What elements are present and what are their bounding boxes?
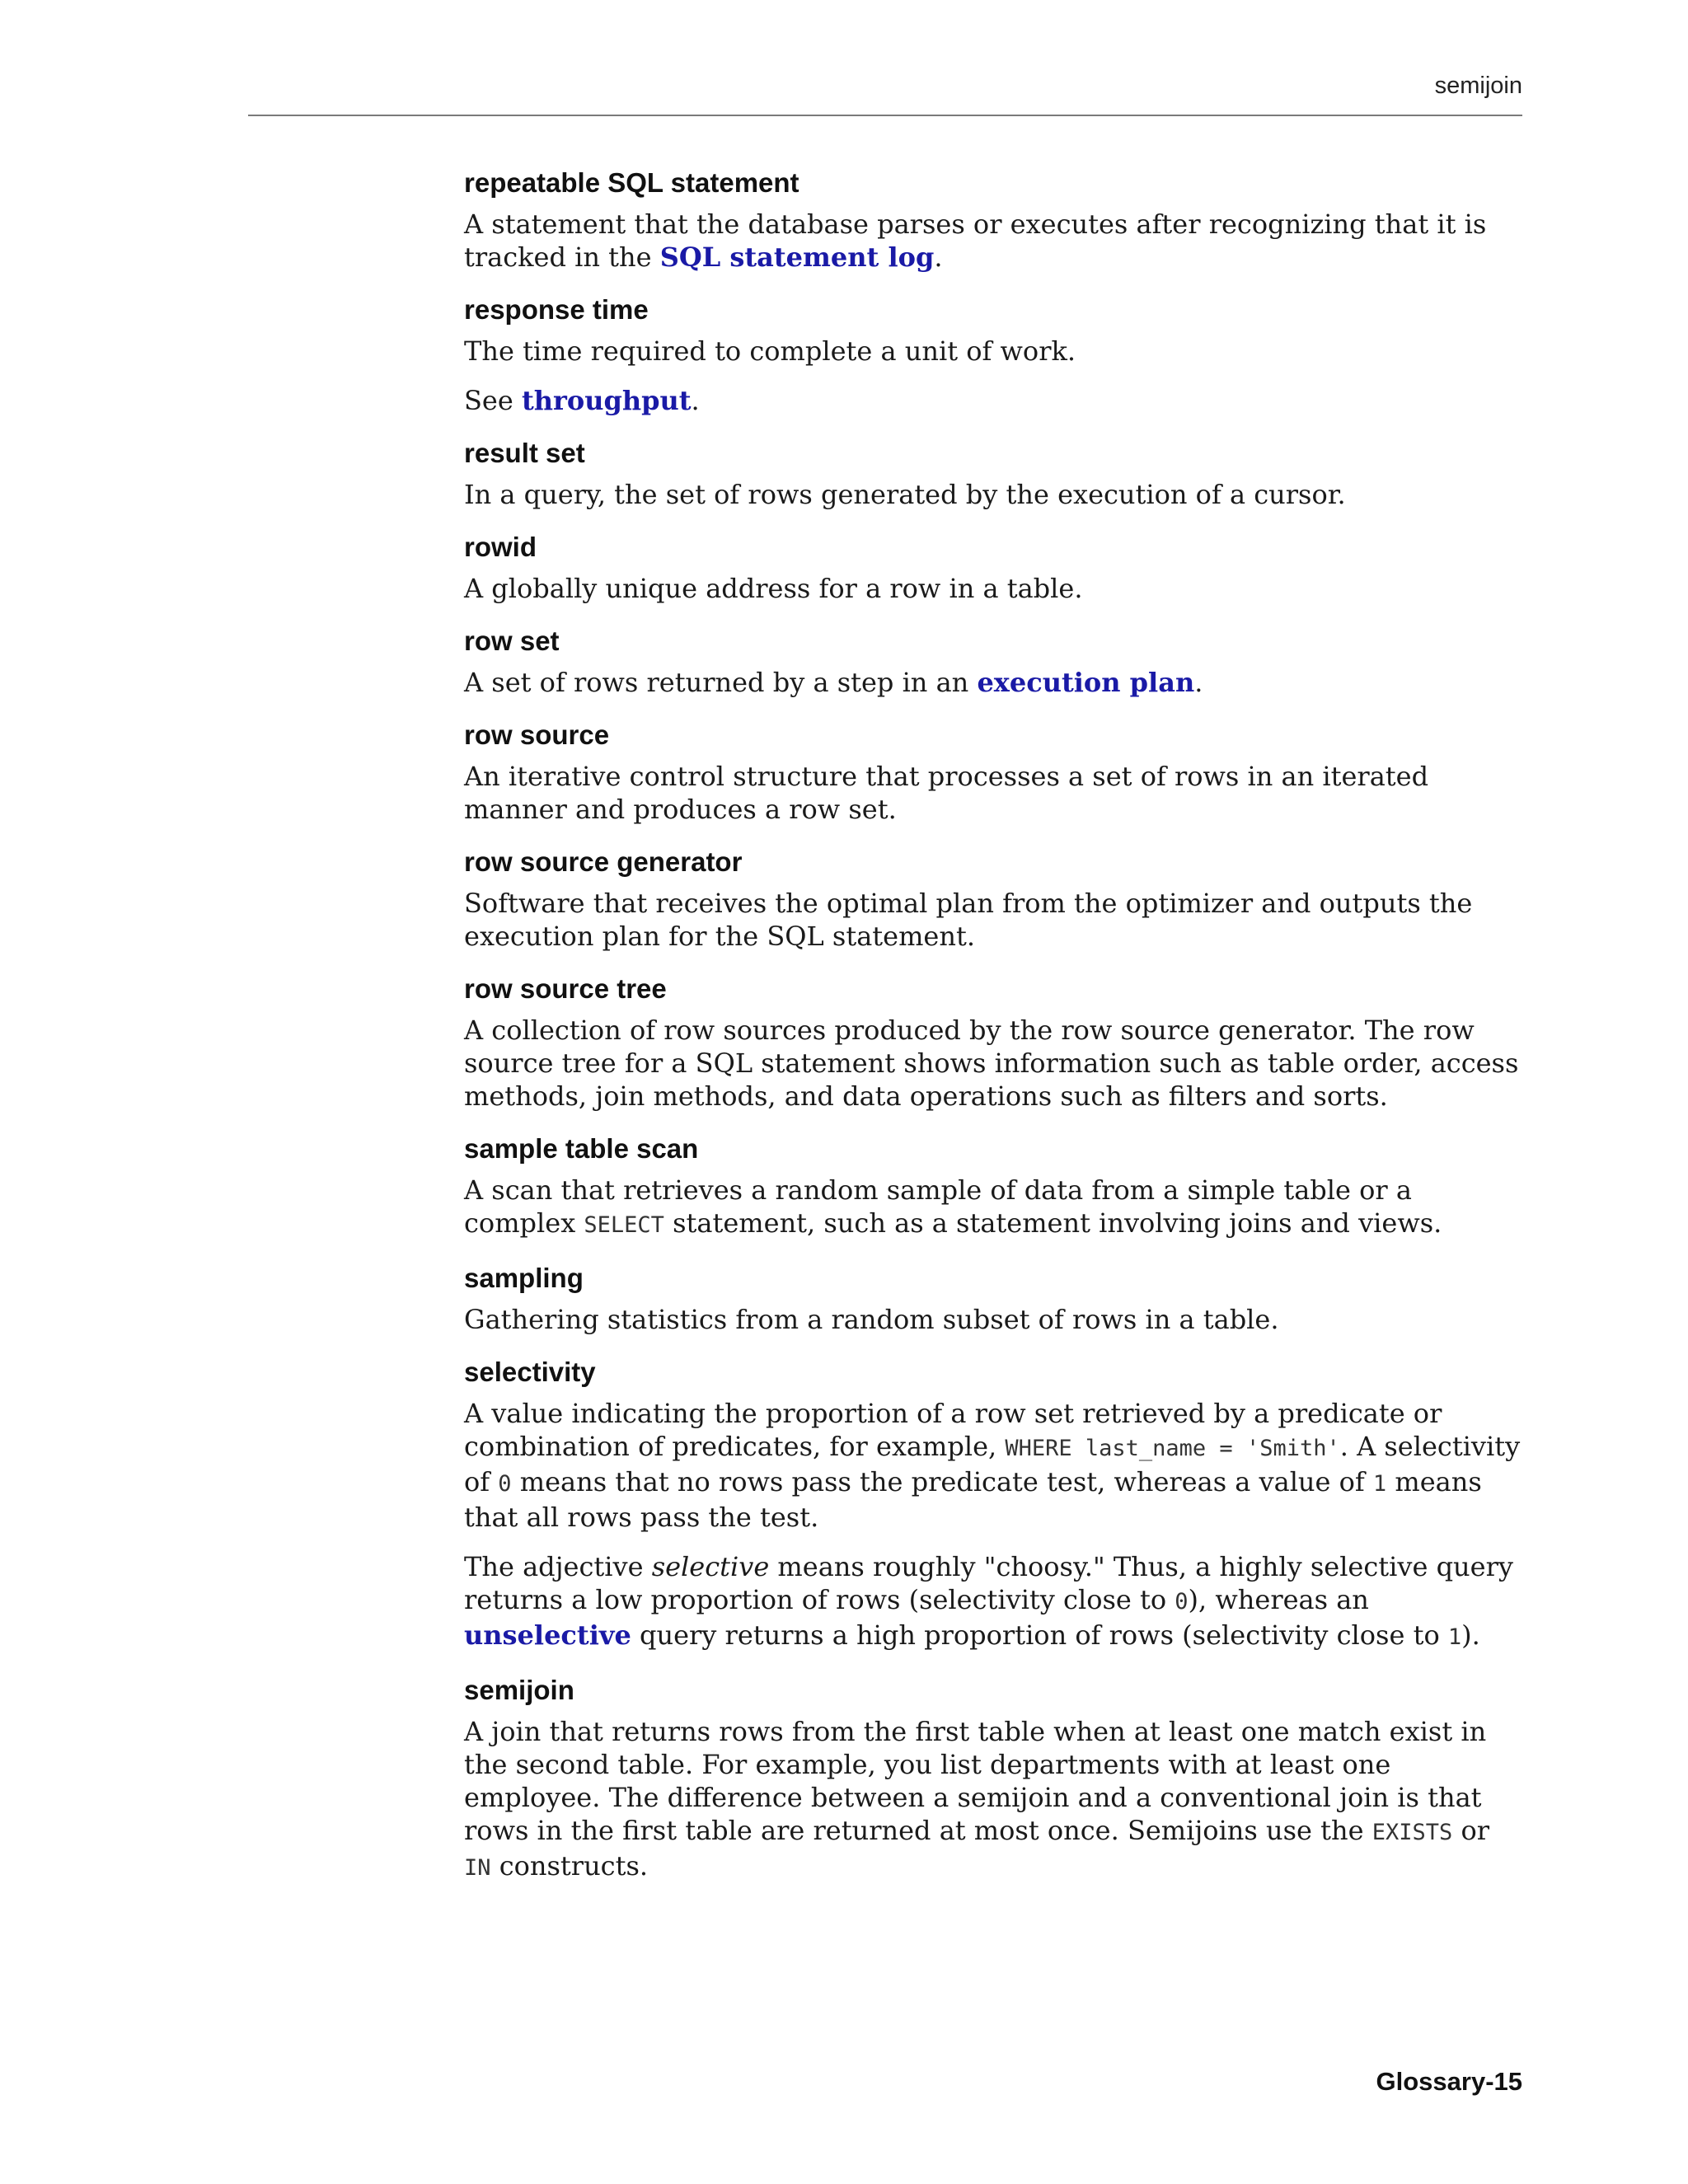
definition-text: Gathering statistics from a random subset of rows in a table. [464, 1304, 1279, 1335]
glossary-term: repeatable SQL statement [464, 167, 799, 198]
definition-text: In a query, the set of rows generated by the execution of a cursor. [464, 479, 1346, 510]
glossary-entry-rowid [464, 531, 1522, 605]
definition-text: A scan that retrieves a random sample of data from a simple table or a complex [464, 1174, 1412, 1239]
definition-text: An iterative control structure that processes a set of rows in an iterated manner and produces a row set. [464, 761, 1429, 825]
definition-text: means roughly "choosy." Thus, a highly selective query returns a low proportion of rows (selectivity close to [464, 1551, 1513, 1615]
glossary-content [464, 166, 1522, 1905]
definition-paragraph [464, 887, 1522, 953]
definition-paragraph [464, 478, 1522, 511]
emphasis-selective: selective [651, 1551, 770, 1582]
glossary-entry-semijoin [464, 1674, 1522, 1885]
definition-text: constructs. [490, 1850, 649, 1882]
glossary-entry-sample-table-scan [464, 1132, 1522, 1242]
definition-text: A join that returns rows from the first table when at least one match exist in the second table. For example, you list departments with at least one employee. The difference between a semijoin and a conventional join is that rows in the first table are returned at most once. Semijoins use the [464, 1716, 1487, 1846]
definition-text: query returns a high proportion of rows (selectivity close to [631, 1619, 1448, 1651]
definition-paragraph [464, 208, 1522, 274]
definition-paragraph [464, 1550, 1522, 1654]
link-execution-plan[interactable]: execution plan [977, 667, 1195, 698]
definition-text: . [1194, 667, 1203, 698]
definition-text: or [1452, 1815, 1489, 1846]
code-where-clause: WHERE last_name = 'Smith' [1005, 1436, 1340, 1461]
definition-text: A statement that the database parses or executes after recognizing that it is tracked in the [464, 209, 1487, 273]
definition-text: A set of rows returned by a step in an [464, 667, 978, 698]
link-throughput[interactable]: throughput [521, 385, 692, 416]
glossary-entry-selectivity [464, 1356, 1522, 1654]
definition-text: . [691, 385, 700, 416]
definition-paragraph [464, 1715, 1522, 1885]
definition-paragraph [464, 666, 1522, 699]
page-number: Glossary-15 [1376, 2067, 1522, 2096]
definition-paragraph [464, 1397, 1522, 1534]
definition-paragraph [464, 1014, 1522, 1113]
glossary-entry-row-source-tree [464, 972, 1522, 1113]
glossary-entry-repeatable-sql-statement [464, 166, 1522, 274]
definition-text: The adjective [464, 1551, 652, 1582]
glossary-entry-result-set [464, 437, 1522, 511]
definition-text: See [464, 385, 522, 416]
code-zero: 0 [498, 1471, 512, 1497]
definition-text: ), whereas an [1188, 1584, 1369, 1615]
code-one: 1 [1447, 1624, 1462, 1650]
glossary-term: row source [464, 719, 610, 750]
definition-text: statement, such as a statement involving joins and views. [663, 1207, 1442, 1239]
definition-text: A globally unique address for a row in a table. [464, 573, 1083, 604]
definition-paragraph [464, 572, 1522, 605]
glossary-entry-row-set [464, 625, 1522, 699]
link-unselective[interactable]: unselective [464, 1619, 631, 1651]
glossary-entry-row-source [464, 719, 1522, 826]
definition-text: . A selectivity of [464, 1431, 1521, 1497]
definition-paragraph [464, 1303, 1522, 1336]
glossary-entry-row-source-generator [464, 846, 1522, 953]
definition-paragraph [464, 1174, 1522, 1242]
glossary-entry-response-time [464, 293, 1522, 417]
code-one: 1 [1372, 1471, 1387, 1497]
glossary-term: selectivity [464, 1357, 596, 1387]
glossary-term: result set [464, 438, 585, 468]
glossary-term: row source generator [464, 846, 743, 877]
glossary-term: response time [464, 294, 649, 325]
code-in: IN [464, 1855, 491, 1881]
definition-text: A value indicating the proportion of a row set retrieved by a predicate or combination of predicates, for example, [464, 1398, 1442, 1462]
glossary-term: semijoin [464, 1675, 574, 1705]
definition-text: Software that receives the optimal plan from the optimizer and outputs the execution plan for the SQL statement. [464, 888, 1473, 952]
code-exists: EXISTS [1372, 1820, 1453, 1845]
header-divider [248, 115, 1522, 116]
definition-text: ). [1461, 1619, 1480, 1651]
glossary-term: row source tree [464, 973, 667, 1004]
glossary-term: sampling [464, 1263, 584, 1293]
definition-text: means that all rows pass the test. [464, 1466, 1482, 1533]
code-zero: 0 [1175, 1589, 1189, 1615]
definition-paragraph [464, 335, 1522, 368]
definition-text: A collection of row sources produced by the row source generator. The row source tree for a SQL statement shows information such as table order, access methods, join methods, and data operations such as filters and sorts. [464, 1015, 1519, 1112]
glossary-term: rowid [464, 532, 537, 562]
running-header-title: semijoin [1434, 73, 1522, 99]
definition-text: means that no rows pass the predicate test, whereas a value of [511, 1466, 1373, 1497]
code-select: SELECT [584, 1212, 664, 1238]
glossary-entry-sampling [464, 1262, 1522, 1336]
see-also-paragraph [464, 384, 1522, 417]
link-sql-statement-log[interactable]: SQL statement log [659, 241, 935, 273]
definition-text: . [934, 241, 943, 273]
glossary-term: sample table scan [464, 1133, 699, 1164]
definition-text: The time required to complete a unit of work. [464, 335, 1076, 367]
definition-paragraph [464, 760, 1522, 826]
glossary-term: row set [464, 626, 560, 656]
